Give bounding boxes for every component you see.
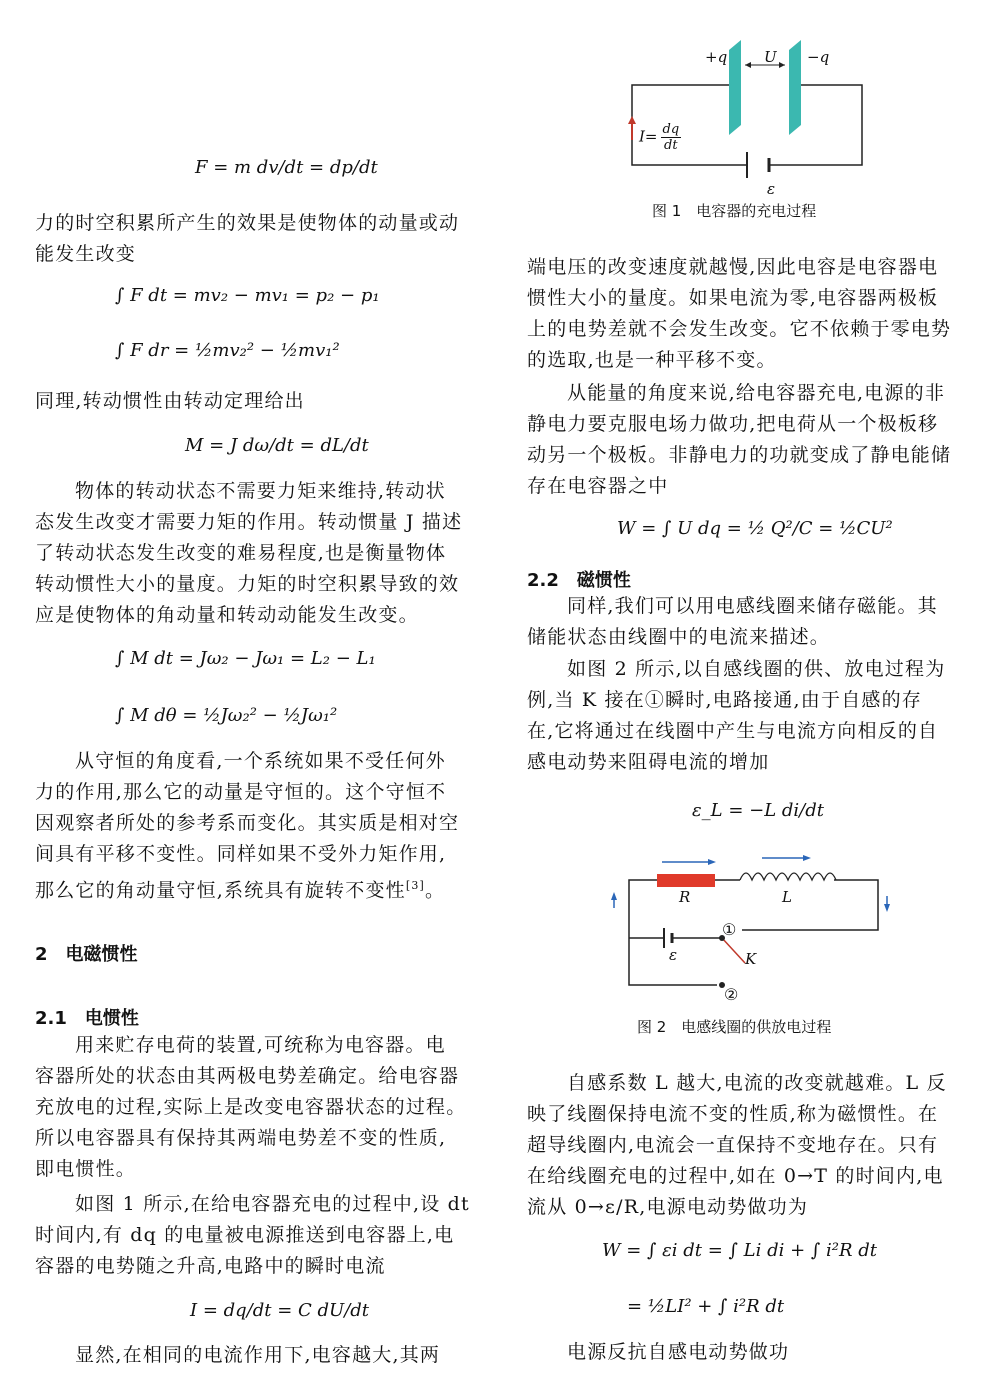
paragraph-line: 从能量的角度来说,给电容器充电,电源的非 [567, 382, 946, 404]
text-span: I= [639, 127, 658, 146]
paragraph-line [35, 870, 445, 906]
paragraph-line: 在给线圈充电的过程中,如在 0→T 的时间内,电 [527, 1165, 944, 1187]
equation-angular-impulse: ∫ M dt = Jω₂ − Jω₁ = L₂ − L₁ [115, 648, 376, 669]
paragraph-line: 同样,我们可以用电感线圈来储存磁能。其 [567, 595, 938, 617]
paragraph-line: 所以电容器具有保持其两端电势差不变的性质, [35, 1127, 447, 1149]
text-span: 。 [425, 879, 446, 902]
fig2-label-K: K [745, 950, 757, 968]
paragraph-line: 流从 0→ε/R,电源电动势做功为 [527, 1196, 809, 1218]
arrow-head [884, 904, 890, 912]
equation-capacitor-energy: W = ∫ U dq = ½ Q²/C = ½CU² [617, 518, 893, 539]
circuit-wire [769, 85, 862, 165]
figure-2-caption: 图 2 电感线圈的供放电过程 [637, 1018, 832, 1036]
equation-inductor-work-1: W = ∫ εi dt = ∫ Li di + ∫ i²R dt [602, 1240, 877, 1261]
arrow-head [803, 855, 811, 861]
denominator: dt [664, 138, 678, 153]
numerator: dq [662, 122, 680, 137]
equation-work: ∫ F dr = ½mv₂² − ½mv₁² [115, 340, 340, 361]
figure-1-capacitor-circuit [617, 30, 877, 190]
equation-self-induced-emf: ε_L = −L di/dt [692, 800, 824, 821]
switch-blade[interactable] [722, 938, 745, 963]
equation-torque: M = J dω/dt = dL/dt [185, 435, 369, 456]
paragraph-line: 的选取,也是一种平移不变。 [527, 349, 777, 371]
section-heading-2-2: 2.2 磁惯性 [527, 570, 631, 591]
fig1-label-emf: ε [767, 180, 776, 198]
paragraph-line: 动另一个极板。非静电力的功就变成了静电能储 [527, 444, 952, 466]
paragraph-line: 物体的转动状态不需要力矩来维持,转动状 [75, 480, 446, 502]
figure-1-caption: 图 1 电容器的充电过程 [652, 202, 817, 220]
paragraph-line: 存在电容器之中 [527, 475, 669, 497]
paragraph-line: 间具有平移不变性。同样如果不受外力矩作用, [35, 843, 447, 865]
fig1-label-I [639, 122, 684, 153]
arrow-head [708, 859, 716, 865]
paragraph-line: 感电动势来阻碍电流的增加 [527, 751, 770, 773]
paragraph-line: 充放电的过程,实际上是改变电容器状态的过程。 [35, 1096, 467, 1118]
paragraph-line: 静电力要克服电场力做功,把电荷从一个极板移 [527, 413, 939, 435]
section-heading-2-1: 2.1 电惯性 [35, 1008, 139, 1029]
equation-angular-work: ∫ M dθ = ½Jω₂² − ½Jω₁² [115, 705, 338, 726]
paragraph-line: 容器的电势随之升高,电路中的瞬时电流 [35, 1255, 386, 1277]
paragraph-line: 容器所处的状态由其两极电势差确定。给电容器 [35, 1065, 460, 1087]
paragraph-line: 用来贮存电荷的装置,可统称为电容器。电 [75, 1034, 446, 1056]
equation-current: I = dq/dt = C dU/dt [190, 1300, 370, 1321]
fig2-label-R: R [679, 888, 691, 906]
fig2-label-emf: ε [669, 946, 678, 964]
figure-2-inductor-circuit [602, 848, 902, 998]
paragraph-line: 映了线圈保持电流不变的性质,称为磁惯性。在 [527, 1103, 939, 1125]
fraction [661, 122, 682, 153]
circuit-wire [629, 880, 717, 985]
paragraph-line: 在,它将通过在线圈中产生与电流方向相反的自 [527, 720, 939, 742]
resistor [657, 874, 715, 887]
positive-plate [729, 40, 741, 135]
paragraph-line: 力的作用,那么它的动量是守恒的。这个守恒不 [35, 781, 447, 803]
paragraph-line: 从守恒的角度看,一个系统如果不受任何外 [75, 750, 446, 772]
paragraph-line: 超导线圈内,电流会一直保持不变地存在。只有 [527, 1134, 939, 1156]
paragraph-line: 应是使物体的角动量和转动动能发生改变。 [35, 604, 419, 626]
paragraph-line: 因观察者所处的参考系而变化。其实质是相对空 [35, 812, 460, 834]
paragraph-line: 了转动状态发生改变的难易程度,也是衡量物体 [35, 542, 447, 564]
paragraph-line: 如图 2 所示,以自感线圈的供、放电过程为 [567, 658, 946, 680]
inductor-coil [740, 873, 836, 880]
fig1-label-plus-q: +q [705, 48, 728, 66]
paragraph-line: 转动惯性大小的量度。力矩的时空积累导致的效 [35, 573, 460, 595]
paragraph-line: 同理,转动惯性由转动定理给出 [35, 390, 305, 412]
arrow-head [745, 62, 751, 68]
fig2-label-contact-1: ① [722, 920, 737, 939]
paragraph-line: 态发生改变才需要力矩的作用。转动惯量 J 描述 [35, 511, 463, 533]
arrow-head [628, 116, 636, 124]
paragraph-line: 即电惯性。 [35, 1158, 137, 1180]
arrow-head [779, 62, 785, 68]
paragraph-line: 能发生改变 [35, 243, 137, 265]
fig1-label-U: U [764, 48, 777, 66]
paragraph-line: 储能状态由线圈中的电流来描述。 [527, 626, 831, 648]
arrow-head [611, 892, 617, 900]
paragraph-line: 时间内,有 dq 的电量被电源推送到电容器上,电 [35, 1224, 455, 1246]
fig2-label-contact-2: ② [724, 985, 739, 1004]
paragraph-line: 端电压的改变速度就越慢,因此电容是电容器电 [527, 256, 939, 278]
circuit-wire [742, 880, 878, 930]
fig2-label-L: L [782, 888, 792, 906]
fig1-label-minus-q: −q [807, 48, 830, 66]
text-span: 那么它的角动量守恒,系统具有旋转不变性 [35, 879, 406, 902]
negative-plate [789, 40, 801, 135]
paragraph-line: 如图 1 所示,在给电容器充电的过程中,设 dt [75, 1193, 470, 1215]
paragraph-line: 上的电势差就不会发生改变。它不依赖于零电势 [527, 318, 952, 340]
paragraph-line: 电源反抗自感电动势做功 [567, 1341, 790, 1363]
reference-marker[interactable]: [3] [405, 879, 426, 892]
paragraph-line: 例,当 K 接在①瞬时,电路接通,由于自感的存 [527, 689, 922, 711]
paragraph-line: 惯性大小的量度。如果电流为零,电容器两极板 [527, 287, 939, 309]
paragraph-line: 显然,在相同的电流作用下,电容越大,其两 [75, 1344, 441, 1366]
equation-newton: F = m dv/dt = dp/dt [195, 157, 378, 178]
paragraph-line: 力的时空积累所产生的效果是使物体的动量或动 [35, 212, 460, 234]
section-heading-2: 2 电磁惯性 [35, 944, 138, 965]
paragraph-line: 自感系数 L 越大,电流的改变就越难。L 反 [567, 1072, 947, 1094]
equation-inductor-work-2: = ½LI² + ∫ i²R dt [627, 1296, 785, 1317]
equation-impulse: ∫ F dt = mv₂ − mv₁ = p₂ − p₁ [115, 285, 380, 306]
